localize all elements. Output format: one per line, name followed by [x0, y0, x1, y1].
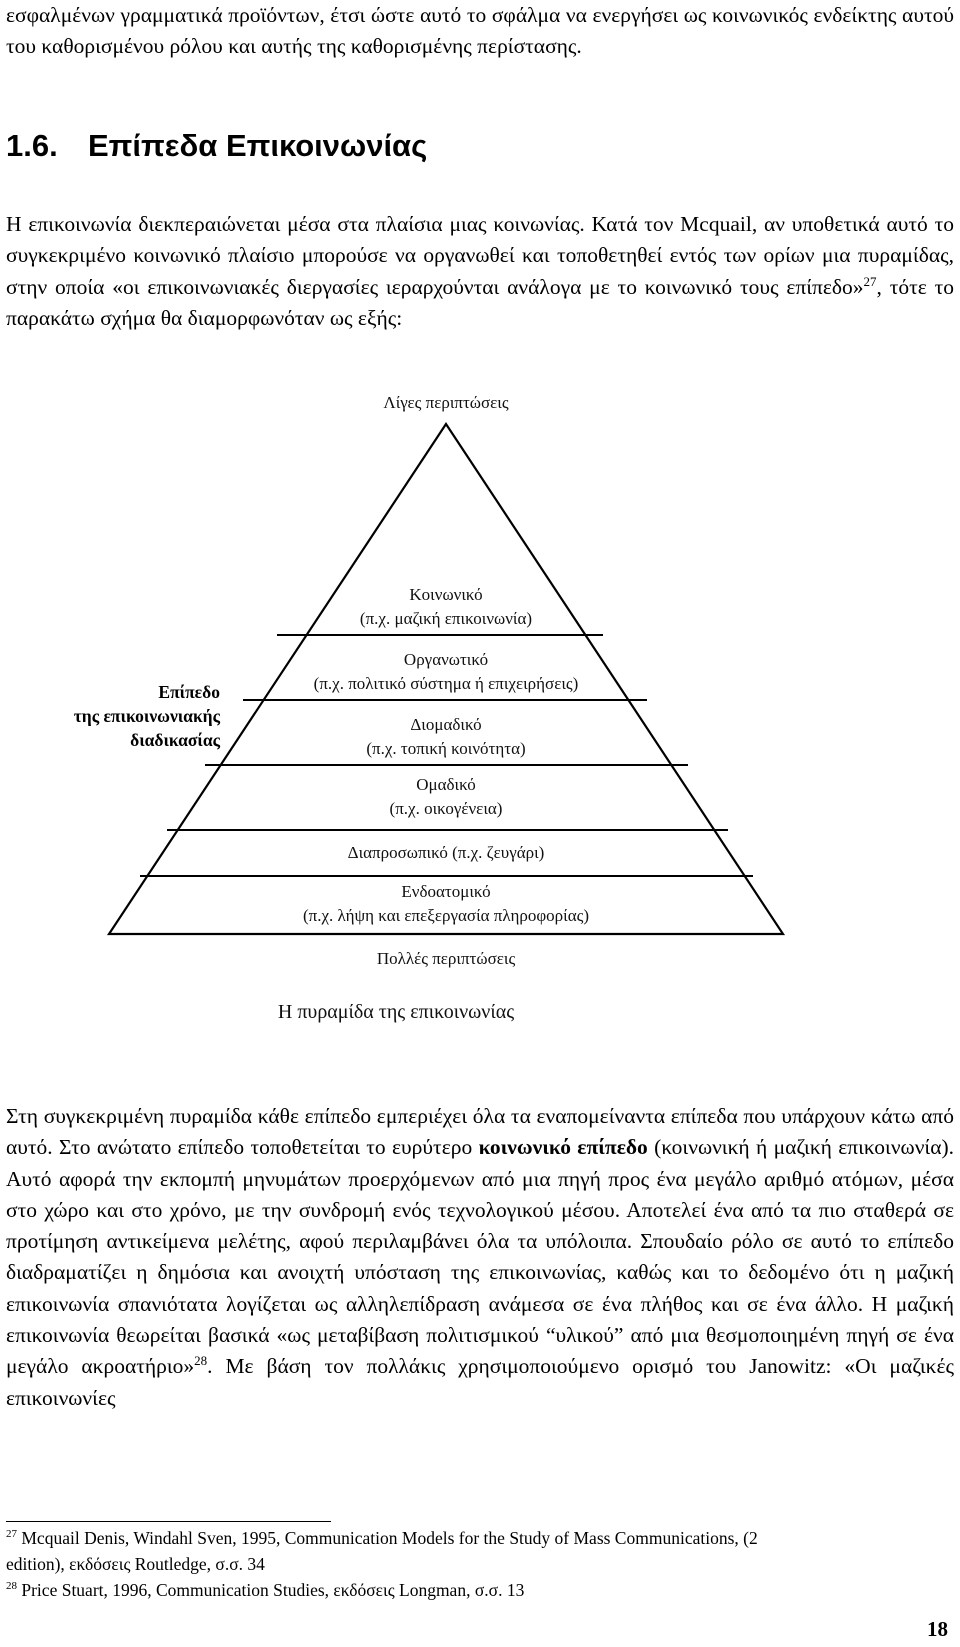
intro-text-1: Η επικοινωνία διεκπεραιώνεται μέσα στα πλαίσια μιας κοινωνίας. Κατά τον Mcquail, αν υποθετικά αυτό το συγκεκριμένο κοινωνικό πλαίσιο μπορούσε να οργανωθεί και τοποθετηθεί εντός των ορίων μια πυραμίδας, στην οποία «οι επικοινωνιακές διεργασίες ιεραρχούνται ανάλογα με το κοινωνικό τους επίπεδο»	[6, 212, 954, 299]
level-group	[246, 773, 646, 821]
side-label-line-2: της επικοινωνιακής	[73, 706, 220, 726]
level-name: Κοινωνικό	[409, 585, 483, 604]
footnote-number: 28	[6, 1580, 17, 1593]
level-name: Ομαδικό	[416, 775, 476, 794]
footnote-separator	[6, 1521, 331, 1522]
body-text-3: . Με βάση τον πολλάκις χρησιμοποιούμενο ορισμό του Janowitz: «Οι μαζικές επικοινωνίες	[6, 1354, 954, 1410]
footnote-ref-28[interactable]: 28	[194, 1353, 208, 1369]
level-interpersonal	[246, 841, 646, 865]
level-example: (π.χ. λήψη και επεξεργασία πληροφορίας)	[302, 906, 590, 925]
intro-text-2: , τότε το παρακάτω σχήμα θα διαμορφωνόταν ως εξής:	[6, 274, 954, 330]
footnote-text: Price Stuart, 1996, Communication Studies, εκδόσεις Longman, σ.σ. 13	[21, 1580, 525, 1600]
page-number: 18	[927, 1617, 948, 1641]
level-name: Διαπροσωπικό (π.χ. ζευγάρι)	[347, 843, 545, 862]
footnotes	[6, 1525, 806, 1603]
intro-paragraph	[6, 209, 954, 334]
side-label	[30, 680, 220, 752]
level-organizational	[246, 648, 646, 696]
body-bold-term: κοινωνικό επίπεδο	[478, 1135, 648, 1160]
footnote-28	[6, 1577, 806, 1603]
section-number: 1.6.	[6, 128, 58, 163]
bottom-label: Πολλές περιπτώσεις	[376, 949, 516, 968]
side-label-line-3: διαδικασίας	[130, 730, 220, 750]
level-name: Ενδοατομικό	[401, 882, 491, 901]
level-intergroup	[246, 713, 646, 761]
top-label: Λίγες περιπτώσεις	[383, 393, 509, 412]
top-paragraph: εσφαλμένων γραμματικά προϊόντων, έτσι ώστε αυτό το σφάλμα να ενεργήσει ως κοινωνικός ενδείκτης αυτού του καθορισμένου ρόλου και αυτής της καθορισμένης περίστασης.	[6, 3, 954, 59]
figure-caption: Η πυραμίδα της επικοινωνίας	[277, 1001, 515, 1023]
level-name: Οργανωτικό	[403, 650, 489, 669]
footnote-27	[6, 1525, 806, 1577]
level-example: (π.χ. οικογένεια)	[389, 799, 503, 818]
level-example: (π.χ. μαζική επικοινωνία)	[359, 609, 533, 628]
communication-pyramid-figure	[0, 395, 960, 1095]
level-societal	[246, 583, 646, 631]
level-name: Διομαδικό	[410, 715, 482, 734]
section-title: Επίπεδα Επικοινωνίας	[88, 128, 428, 163]
section-heading	[6, 126, 427, 166]
level-intrapersonal	[196, 880, 696, 928]
level-example: (π.χ. τοπική κοινότητα)	[366, 739, 526, 758]
footnote-text: Mcquail Denis, Windahl Sven, 1995, Communication Models for the Study of Mass Communications, (2 edition), εκδόσεις Routledge, σ.σ. 34	[6, 1528, 758, 1574]
footnote-ref-27[interactable]: 27	[863, 273, 877, 289]
body-text-2: (κοινωνική ή μαζική επικοινωνία). Αυτό αφορά την εκπομπή μηνυμάτων προερχόμενων από μια πηγή προς ένα μεγάλο αριθμό ατόμων, μέσα στο χώρο και στο χρόνο, με την συνδρομή ενός τεχνολογικού μέσου. Αποτελεί ένα από τα πιο σταθερά σε προτίμηση αντικείμενα μελέτης, αφού περιλαμβάνει όλα τα υπόλοιπα. Σπουδαίο ρόλο σε αυτό το επίπεδο διαδραματίζει η δημόσια και ανοιχτή υπόσταση της επικοινωνίας, καθώς και το δεδομένο ότι η μαζική επικοινωνία σπανιότατα λογίζεται ως αλληλεπίδραση ανάμεσα σε ένα πλήθος και σε ένα άλλο. Η μαζική επικοινωνία θεωρείται βασικά «ως μεταβίβαση πολιτισμικού “υλικού” από μια θεσμοποιημένη πηγή σε ένα μεγάλο ακροατήριο»	[6, 1135, 954, 1379]
side-label-line-1: Επίπεδο	[158, 682, 220, 702]
level-example: (π.χ. πολιτικό σύστημα ή επιχειρήσεις)	[313, 674, 579, 693]
footnote-number: 27	[6, 1528, 17, 1541]
body-text-1: Στη συγκεκριμένη πυραμίδα κάθε επίπεδο εμπεριέχει όλα τα εναπομείναντα επίπεδα που υπάρχουν κάτω από αυτό. Στο ανώτατο επίπεδο τοποθετείται το ευρύτερο	[6, 1104, 954, 1160]
body-paragraph	[6, 1101, 954, 1414]
